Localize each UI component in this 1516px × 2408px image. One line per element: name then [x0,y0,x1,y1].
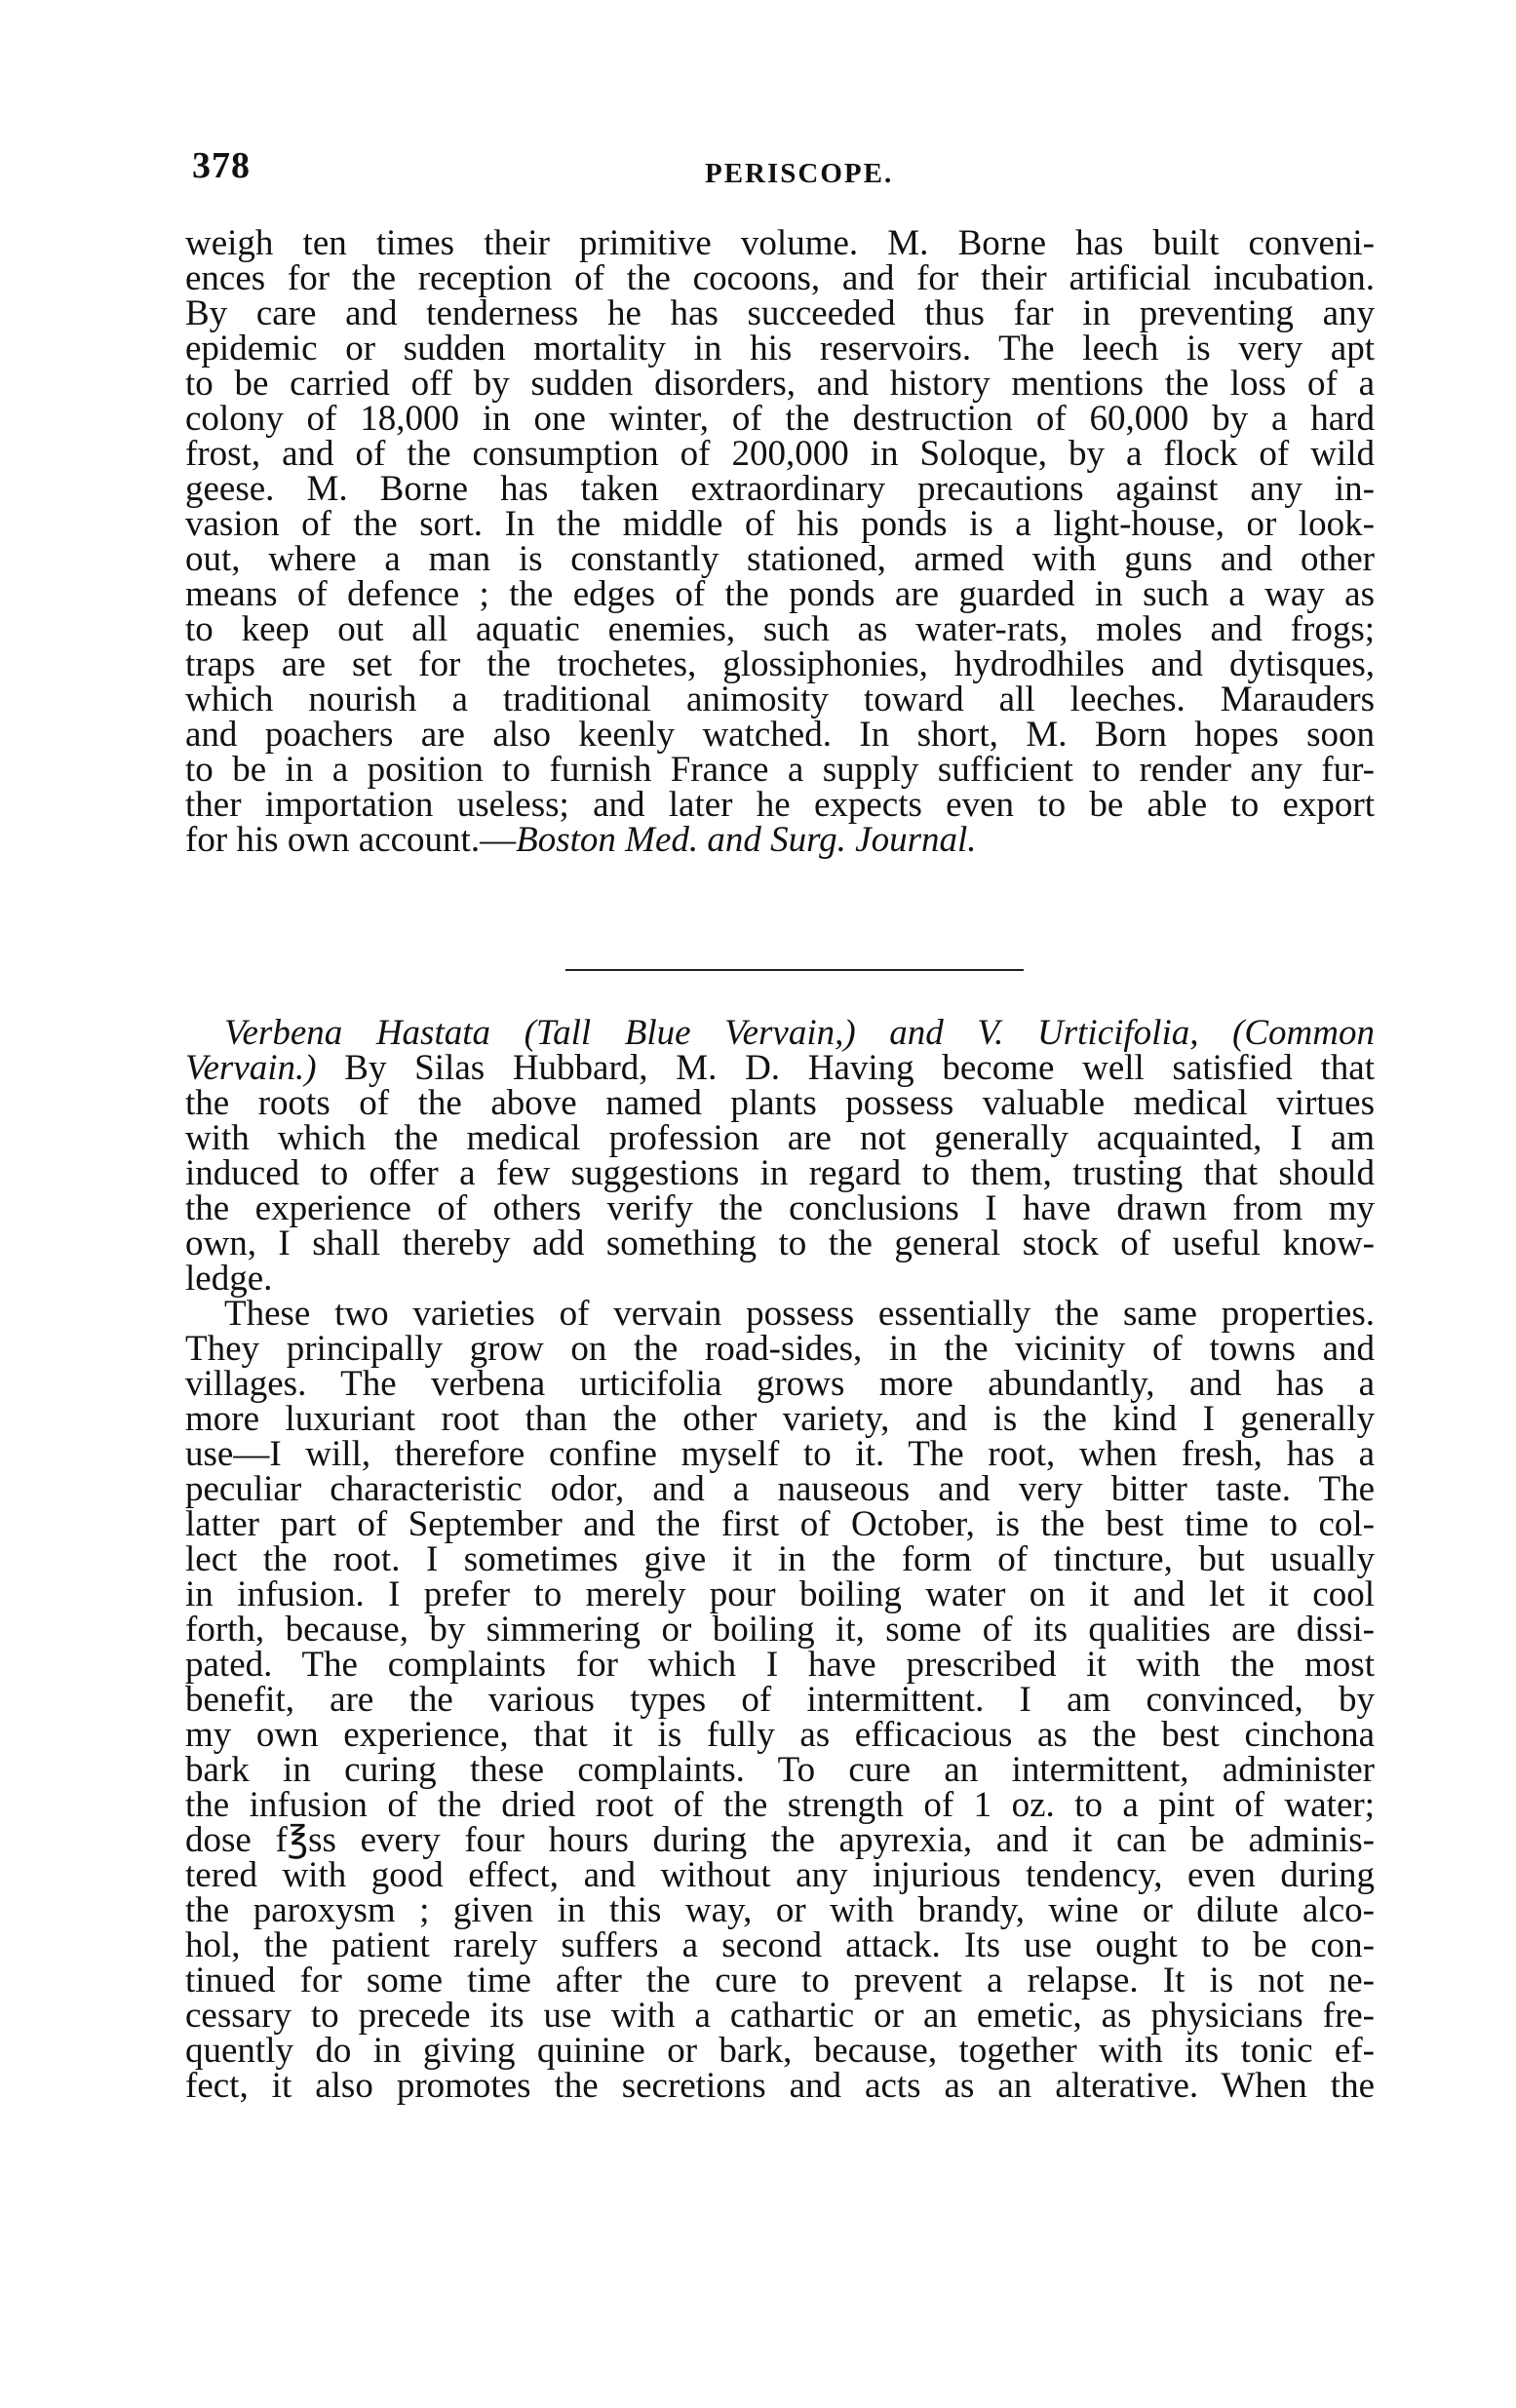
source-citation: Boston Med. and Surg. Journal. [516,820,977,860]
text-line: tered with good effect, and without any injurious tendency, even during [185,1855,1375,1895]
text-line: By care and tenderness he has succeeded thus far in preventing any [185,293,1375,333]
text-line: latter part of September and the first of October, is the best time to col- [185,1504,1375,1544]
text-line: and poachers are also keenly watched. In short, M. Born hopes soon [185,715,1375,755]
text-line: lect the root. I sometimes give it in the form of tincture, but usually [185,1539,1375,1579]
text-line: the roots of the above named plants possess valuable medical virtues [185,1083,1375,1123]
text-line: vasion of the sort. In the middle of his ponds is a light-house, or look- [185,504,1375,544]
text-line: epidemic or sudden mortality in his reservoirs. The leech is very apt [185,329,1375,369]
text-line: to be carried off by sudden disorders, and history mentions the loss of a [185,364,1375,404]
text-line: tinued for some time after the cure to prevent a relapse. It is not ne- [185,1961,1375,2000]
text-line: ences for the reception of the cocoons, and for their artificial incubation. [185,258,1375,298]
text-line: use—I will, therefore confine myself to it. The root, when fresh, has a [185,1434,1375,1474]
text-line: villages. The verbena urticifolia grows more abundantly, and has a [185,1364,1375,1404]
text-line: frost, and of the consumption of 200,000 in Soloque, by a flock of wild [185,434,1375,474]
page-number: 378 [192,145,251,186]
text-line: peculiar characteristic odor, and a nauseous and very bitter taste. The [185,1469,1375,1509]
running-head: PERISCOPE. [705,158,894,189]
text-line-last [185,821,1375,860]
text-line: means of defence ; the edges of the ponds are guarded in such a way as [185,574,1375,614]
text-line: geese. M. Borne has taken extraordinary precautions against any in- [185,469,1375,509]
text-line: own, I shall thereby add something to the general stock of useful know- [185,1223,1375,1263]
text-line: dose f℥ss every four hours during the apyrexia, and it can be adminis- [185,1820,1375,1860]
text-line: benefit, are the various types of intermittent. I am convinced, by [185,1680,1375,1720]
text-line: out, where a man is constantly stationed, armed with guns and other [185,539,1375,579]
text-line: in infusion. I prefer to merely pour boiling water on it and let it cool [185,1574,1375,1614]
text-line: to keep out all aquatic enemies, such as water-rats, moles and frogs; [185,609,1375,649]
text-line: traps are set for the trochetes, glossiphonies, hydrodhiles and dytisques, [185,644,1375,684]
text-line: bark in curing these complaints. To cure an intermittent, administer [185,1750,1375,1790]
text-line: hol, the patient rarely suffers a second attack. Its use ought to be con- [185,1925,1375,1965]
text-line: the paroxysm ; given in this way, or with brandy, wine or dilute alco- [185,1890,1375,1930]
text-line: forth, because, by simmering or boiling it, some of its qualities are dissi- [185,1610,1375,1650]
text-line: ther importation useless; and later he expects even to be able to export [185,785,1375,825]
section-divider [565,969,1024,971]
byline: By Silas Hubbard, M. D. Having become well satisfied that [316,1048,1375,1088]
text-line: to be in a position to furnish France a supply sufficient to render any fur- [185,750,1375,790]
text-line: pated. The complaints for which I have prescribed it with the most [185,1645,1375,1685]
text-line: with which the medical profession are not generally acquainted, I am [185,1118,1375,1158]
text-line-last: ledge. [185,1259,273,1299]
text-line: fect, it also promotes the secretions and acts as an alterative. When the [185,2066,1375,2106]
paragraph-start: These two varieties of vervain possess essentially the same properties. [224,1294,1375,1334]
text-line: my own experience, that it is fully as efficacious as the best cinchona [185,1715,1375,1755]
text-line: the infusion of the dried root of the strength of 1 oz. to a pint of water; [185,1785,1375,1825]
text-line: more luxuriant root than the other variety, and is the kind I generally [185,1399,1375,1439]
article-title-end: Vervain.) [185,1048,317,1088]
article-title: Verbena Hastata (Tall Blue Vervain,) and V. Urticifolia, (Common [224,1013,1375,1053]
text-line: colony of 18,000 in one winter, of the destruction of 60,000 by a hard [185,399,1375,439]
last-line-text: for his own account.— [185,820,517,860]
text-line: cessary to precede its use with a cathartic or an emetic, as physicians fre- [185,1996,1375,2036]
text-line [185,1049,1375,1088]
text-line: They principally grow on the road-sides, in the vicinity of towns and [185,1329,1375,1369]
text-line: induced to offer a few suggestions in regard to them, trusting that should [185,1153,1375,1193]
text-line: the experience of others verify the conclusions I have drawn from my [185,1188,1375,1228]
text-line: which nourish a traditional animosity toward all leeches. Marauders [185,680,1375,719]
text-line: weigh ten times their primitive volume. M. Borne has built conveni- [185,223,1375,263]
text-line: quently do in giving quinine or bark, because, together with its tonic ef- [185,2031,1375,2071]
